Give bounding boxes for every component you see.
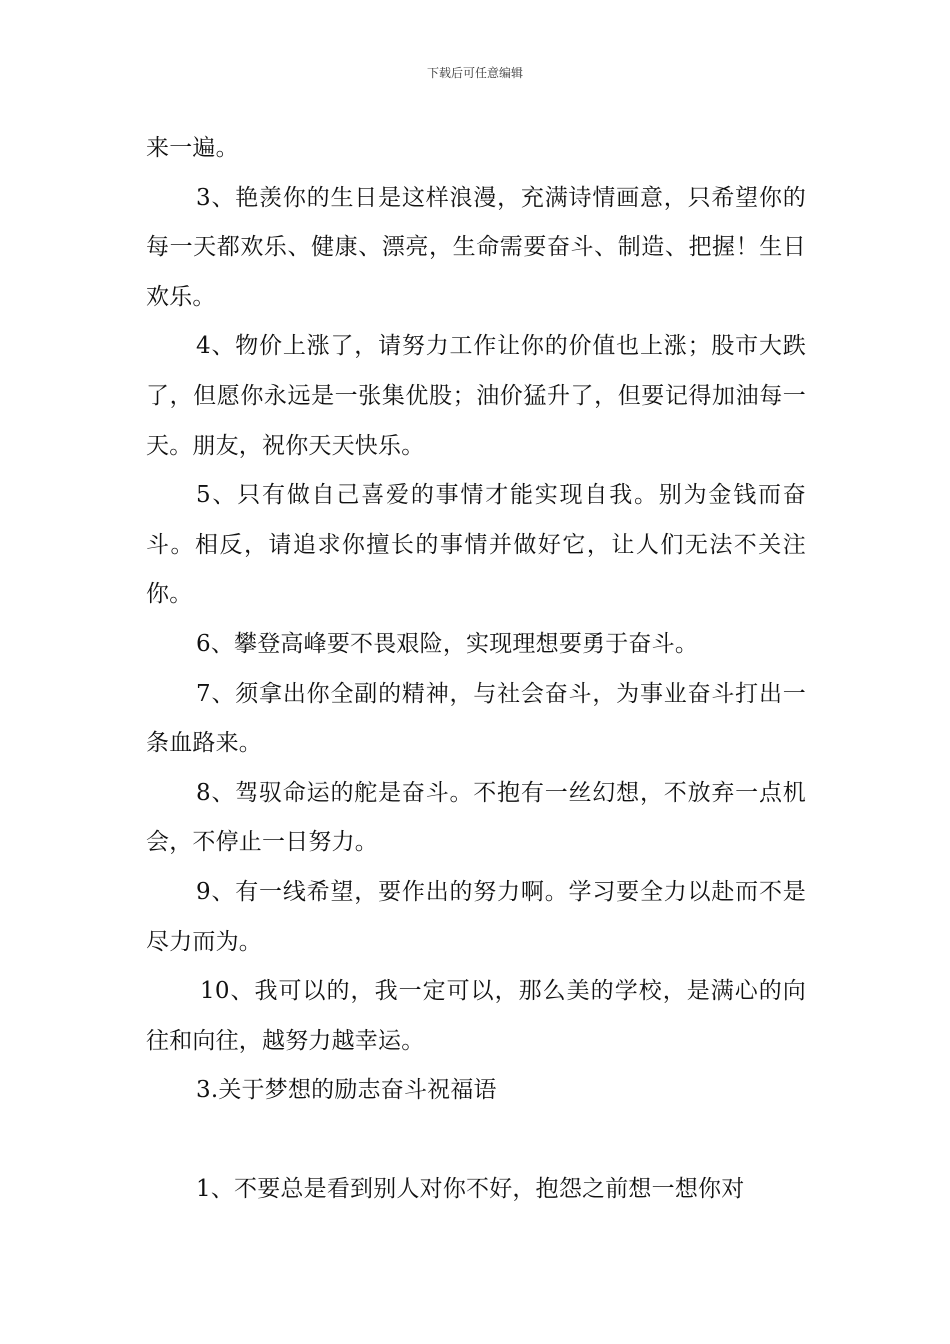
paragraph: 4、物价上涨了，请努力工作让你的价值也上涨；股市大跌了，但愿你永远是一张集优股；油价猛升了，但要记得加油每一天。朋友，祝你天天快乐。 [146, 333, 806, 459]
paragraph: 1、不要总是看到别人对你不好，抱怨之前想一想你对 [196, 1176, 745, 1203]
paragraph: 7、须拿出你全副的精神，与社会奋斗，为事业奋斗打出一条血路来。 [146, 680, 806, 757]
paragraph: 3、艳羡你的生日是这样浪漫，充满诗情画意，只希望你的每一天都欢乐、健康、漂亮，生命需要奋斗、制造、把握！生日欢乐。 [146, 184, 806, 310]
section-heading: 3.关于梦想的励志奋斗祝福语 [196, 1077, 497, 1104]
document-body [146, 124, 806, 1215]
paragraph: 来一遍。 [146, 135, 239, 161]
paragraph: 10、我可以的，我一定可以，那么美的学校，是满心的向往和向往，越努力越幸运。 [146, 978, 806, 1054]
paragraph: 5、只有做自己喜爱的事情才能实现自我。别为金钱而奋斗。相反，请追求你擅长的事情并做好它，让人们无法不关注你。 [146, 482, 806, 608]
page-header: 下载后可任意编辑 [426, 66, 523, 80]
paragraph: 9、有一线希望，要作出的努力啊。学习要全力以赴而不是尽力而为。 [146, 878, 806, 955]
paragraph: 8、驾驭命运的舵是奋斗。不抱有一丝幻想，不放弃一点机会，不停止一日努力。 [146, 779, 806, 856]
paragraph: 6、攀登高峰要不畏艰险，实现理想要勇于奋斗。 [196, 630, 699, 657]
